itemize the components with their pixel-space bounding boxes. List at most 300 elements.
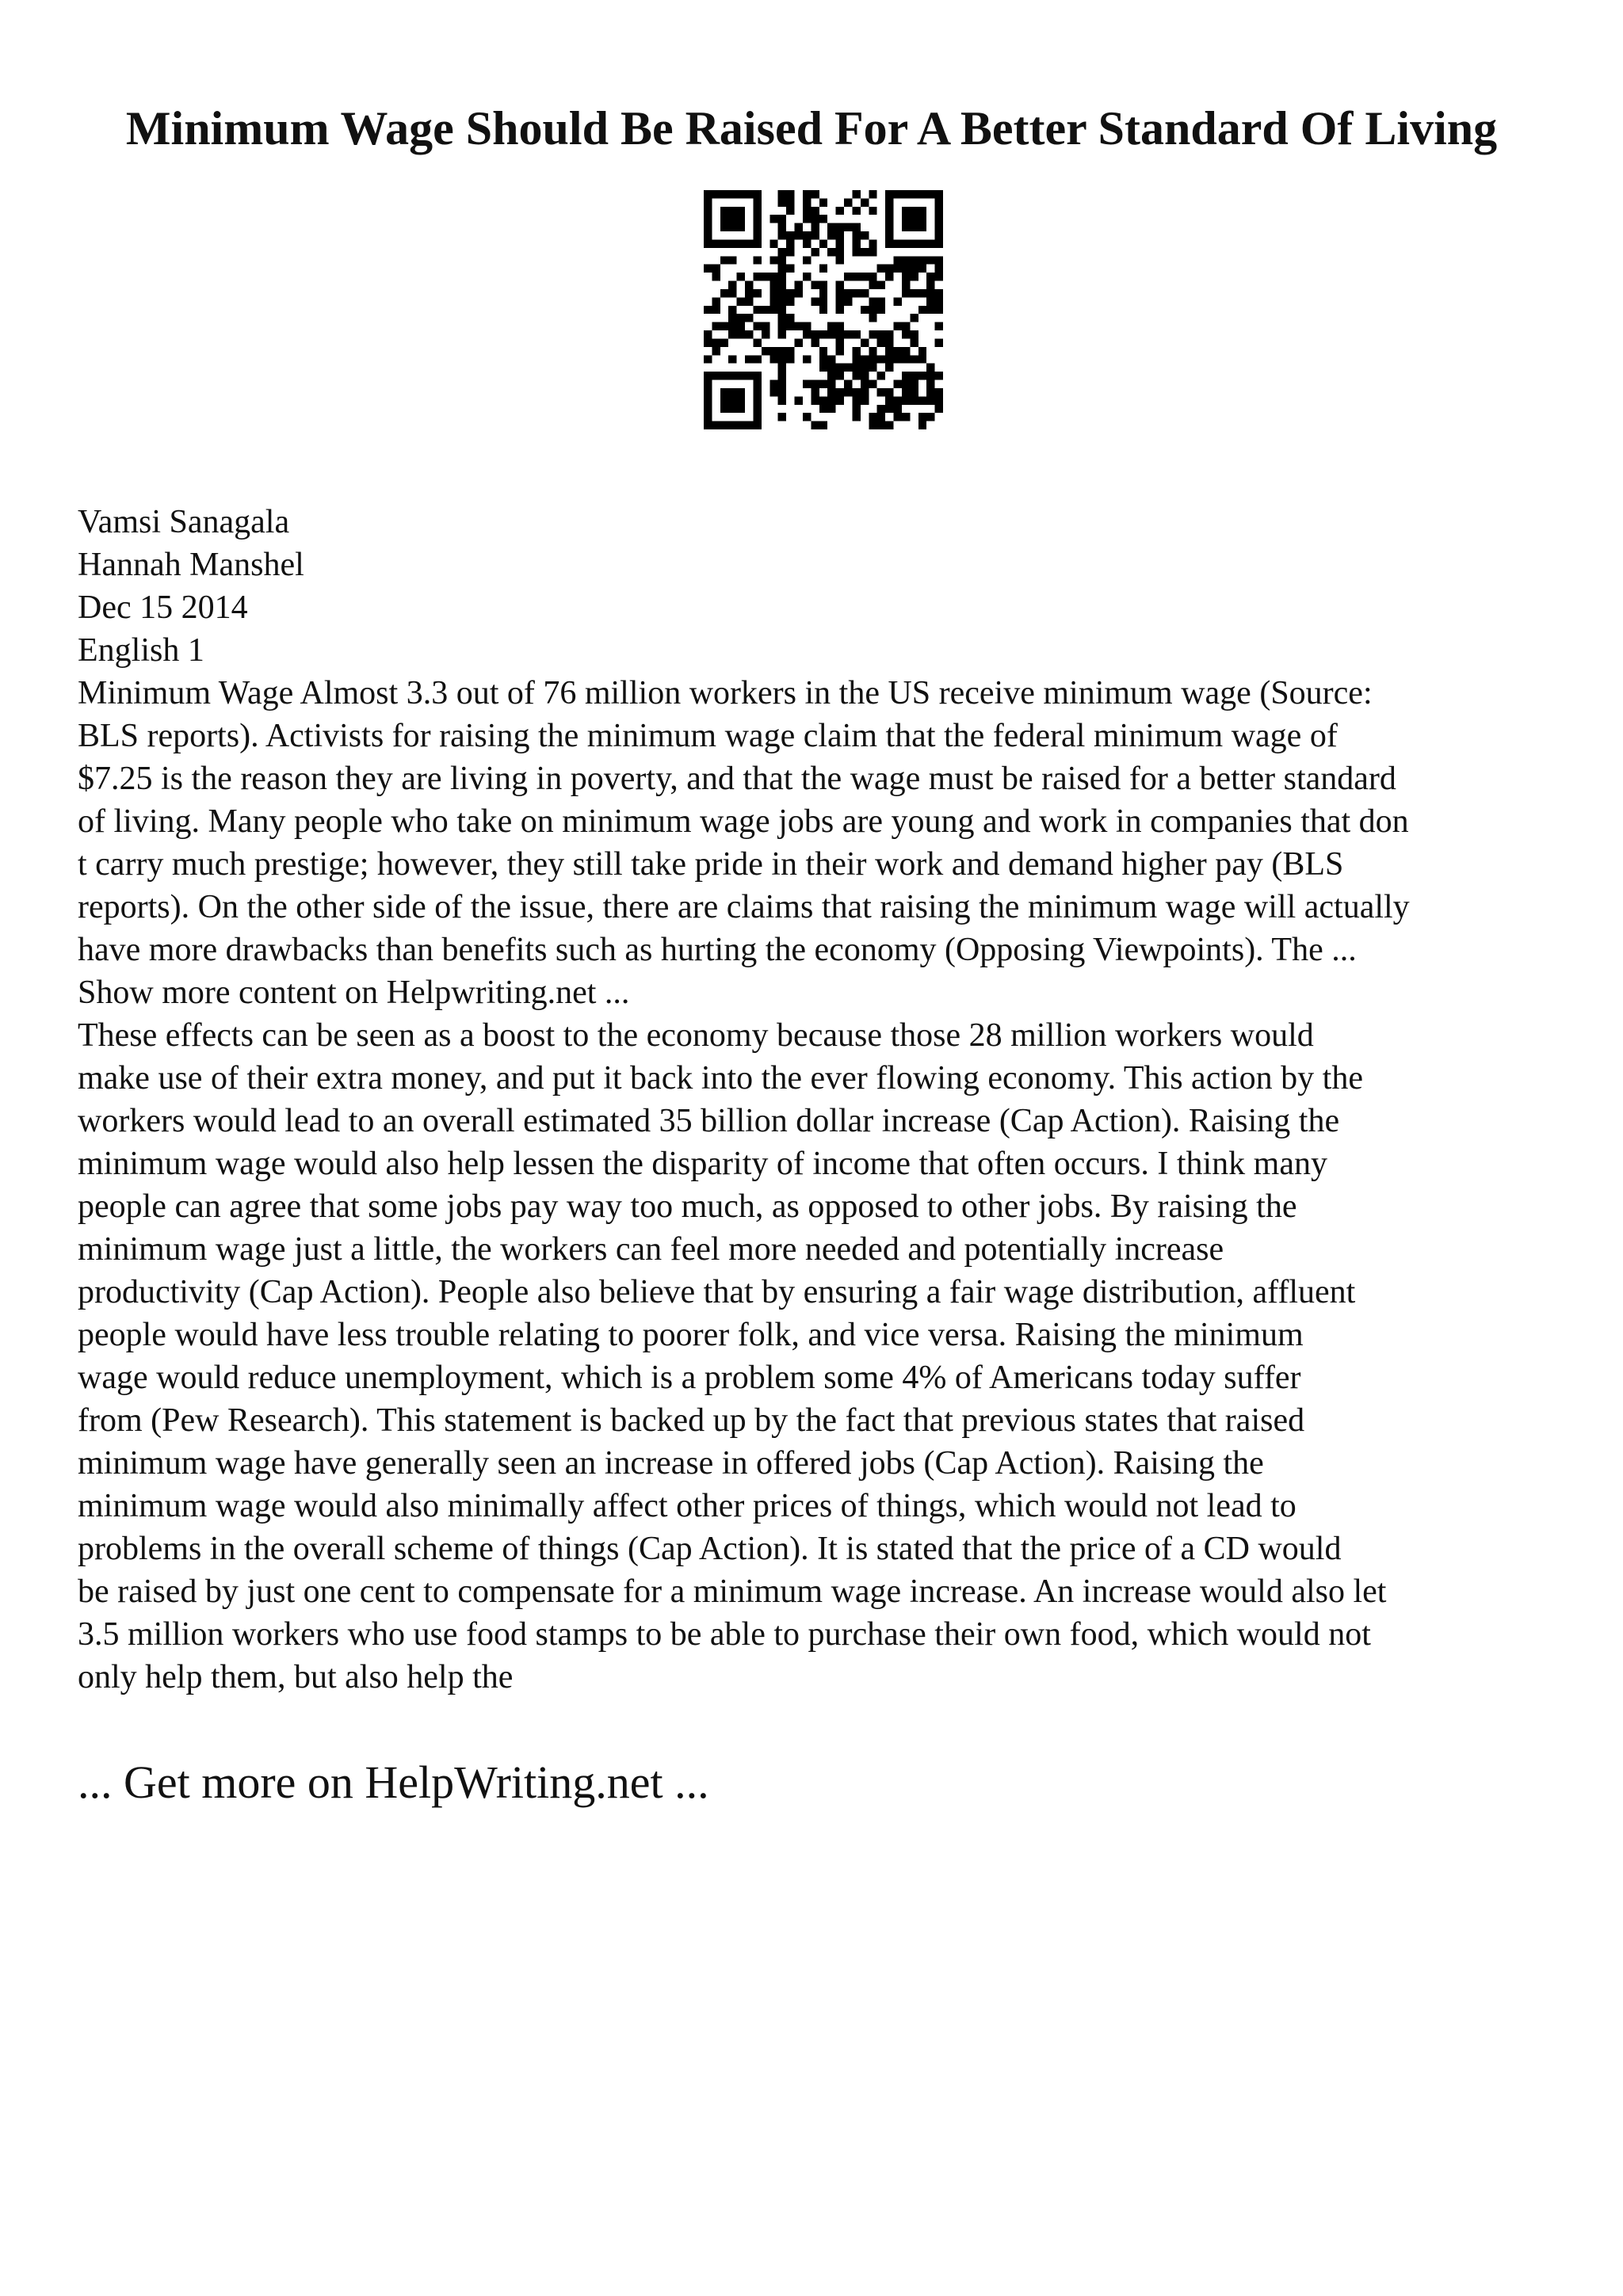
qr-module — [728, 207, 736, 215]
qr-module — [877, 355, 885, 363]
qr-module — [786, 239, 794, 247]
qr-module — [869, 273, 876, 280]
qr-module — [786, 231, 794, 239]
qr-module — [836, 248, 844, 256]
qr-module — [910, 190, 918, 198]
qr-module — [877, 338, 885, 346]
qr-module — [902, 239, 910, 247]
qr-module — [861, 338, 869, 346]
qr-module — [745, 355, 753, 363]
qr-module — [704, 421, 712, 429]
qr-module — [852, 223, 860, 231]
qr-module — [819, 297, 827, 305]
qr-module — [910, 215, 918, 223]
qr-module — [803, 330, 811, 338]
qr-module — [852, 372, 860, 379]
qr-module — [861, 198, 869, 206]
text-line: $7.25 is the reason they are living in poverty, and that the wage must be raised for a better standard — [78, 761, 1396, 797]
qr-module — [769, 388, 777, 396]
qr-module — [769, 355, 777, 363]
qr-module — [737, 223, 745, 231]
qr-module — [910, 239, 918, 247]
text-line: t carry much prestige; however, they still take pride in their work and demand higher pay (BLS — [78, 846, 1344, 883]
text-line: workers would lead to an overall estimated 35 billion dollar increase (Cap Action). Raising the — [78, 1103, 1340, 1139]
qr-module — [728, 239, 736, 247]
qr-module — [894, 239, 902, 247]
paragraph-intro — [78, 672, 1568, 971]
qr-module — [819, 421, 827, 429]
qr-module — [926, 297, 934, 305]
qr-module — [704, 265, 712, 273]
qr-module — [720, 190, 728, 198]
qr-module — [902, 388, 910, 396]
qr-module — [769, 281, 777, 289]
text-line: BLS reports). Activists for raising the minimum wage claim that the federal minimum wage of — [78, 718, 1338, 754]
qr-module — [704, 338, 712, 346]
qr-module — [712, 338, 720, 346]
qr-module — [769, 215, 777, 223]
qr-module — [795, 223, 803, 231]
qr-module — [877, 421, 885, 429]
qr-module — [737, 372, 745, 379]
qr-module — [935, 198, 943, 206]
qr-module — [778, 322, 786, 330]
qr-module — [786, 207, 794, 215]
qr-module — [737, 421, 745, 429]
qr-module — [861, 248, 869, 256]
qr-module — [827, 372, 835, 379]
text-line: These effects can be seen as a boost to the economy because those 28 million workers would — [78, 1017, 1314, 1054]
qr-module — [935, 190, 943, 198]
qr-module — [877, 372, 885, 379]
qr-module — [753, 289, 761, 297]
qr-module — [902, 265, 910, 273]
qr-module — [852, 231, 860, 239]
qr-module — [827, 355, 835, 363]
qr-module — [778, 396, 786, 404]
qr-module — [778, 314, 786, 322]
qr-module — [795, 322, 803, 330]
qr-module — [720, 338, 728, 346]
qr-module — [918, 265, 926, 273]
qr-module — [704, 396, 712, 404]
qr-module — [778, 223, 786, 231]
qr-module — [861, 364, 869, 372]
qr-module — [877, 388, 885, 396]
qr-module — [935, 322, 943, 330]
qr-module — [811, 380, 819, 388]
qr-module — [728, 223, 736, 231]
text-line: productivity (Cap Action). People also believe that by ensuring a fair wage distribution, affluent — [78, 1274, 1356, 1310]
qr-module — [910, 314, 918, 322]
qr-module — [869, 380, 876, 388]
qr-module — [704, 215, 712, 223]
qr-module — [910, 355, 918, 363]
qr-module — [844, 223, 852, 231]
qr-module — [753, 273, 761, 280]
text-line: reports). On the other side of the issue, there are claims that raising the minimum wage will actually — [78, 889, 1410, 925]
qr-module — [704, 330, 712, 338]
qr-module — [819, 239, 827, 247]
qr-module — [918, 289, 926, 297]
qr-module — [918, 215, 926, 223]
qr-module — [918, 355, 926, 363]
qr-module — [836, 347, 844, 355]
qr-module — [786, 190, 794, 198]
qr-module — [712, 190, 720, 198]
qr-module — [926, 289, 934, 297]
qr-module — [753, 207, 761, 215]
qr-module — [753, 215, 761, 223]
qr-module — [737, 297, 745, 305]
qr-module — [753, 231, 761, 239]
qr-module — [861, 306, 869, 314]
qr-module — [819, 306, 827, 314]
qr-module — [902, 380, 910, 388]
qr-module — [728, 306, 736, 314]
qr-module — [786, 314, 794, 322]
qr-module — [728, 322, 736, 330]
qr-module — [935, 297, 943, 305]
qr-module — [877, 281, 885, 289]
qr-module — [844, 297, 852, 305]
qr-module — [803, 256, 811, 264]
qr-module — [885, 231, 893, 239]
qr-module — [935, 223, 943, 231]
qr-module — [737, 405, 745, 413]
qr-module — [836, 231, 844, 239]
qr-module — [902, 207, 910, 215]
qr-module — [861, 289, 869, 297]
text-line: people can agree that some jobs pay way too much, as opposed to other jobs. By raising the — [78, 1188, 1297, 1225]
qr-module — [778, 364, 786, 372]
qr-module — [902, 190, 910, 198]
qr-module — [819, 265, 827, 273]
qr-module — [778, 281, 786, 289]
qr-module — [803, 355, 811, 363]
qr-module — [852, 364, 860, 372]
qr-module — [852, 190, 860, 198]
qr-module — [894, 413, 902, 421]
qr-module — [745, 330, 753, 338]
qr-module — [836, 388, 844, 396]
qr-module — [894, 256, 902, 264]
qr-module — [745, 421, 753, 429]
qr-module — [778, 248, 786, 256]
qr-module — [902, 256, 910, 264]
qr-module — [811, 248, 819, 256]
qr-module — [712, 265, 720, 273]
qr-module — [827, 388, 835, 396]
qr-module — [869, 413, 876, 421]
qr-module — [885, 421, 893, 429]
essay-date: Dec 15 2014 — [78, 589, 248, 626]
qr-module — [902, 273, 910, 280]
qr-module — [869, 239, 876, 247]
course-name: English 1 — [78, 632, 204, 669]
qr-module — [762, 306, 769, 314]
qr-module — [803, 273, 811, 280]
get-more-link[interactable]: ... Get more on HelpWriting.net ... — [78, 1756, 709, 1808]
qr-module — [819, 396, 827, 404]
qr-module — [869, 207, 876, 215]
qr-module — [769, 239, 777, 247]
qr-module — [926, 372, 934, 379]
qr-module — [894, 297, 902, 305]
qr-module — [926, 364, 934, 372]
qr-module — [836, 306, 844, 314]
qr-module — [778, 273, 786, 280]
qr-module — [712, 322, 720, 330]
qr-module — [827, 330, 835, 338]
qr-module — [836, 223, 844, 231]
qr-module — [827, 364, 835, 372]
qr-module — [803, 413, 811, 421]
qr-module — [778, 297, 786, 305]
text-line: minimum wage would also minimally affect other prices of things, which would not lead to — [78, 1488, 1296, 1524]
qr-module — [861, 231, 869, 239]
header-block — [78, 501, 1568, 672]
qr-module — [786, 347, 794, 355]
qr-module — [935, 405, 943, 413]
qr-module — [795, 289, 803, 297]
qr-module — [935, 273, 943, 280]
text-line: problems in the overall scheme of things (Cap Action). It is stated that the price of a CD would — [78, 1531, 1342, 1567]
qr-module — [745, 372, 753, 379]
qr-module — [926, 239, 934, 247]
qr-module — [720, 289, 728, 297]
qr-module — [803, 239, 811, 247]
qr-module — [753, 380, 761, 388]
qr-module — [885, 388, 893, 396]
qr-module — [852, 388, 860, 396]
qr-module — [728, 405, 736, 413]
qr-module — [753, 355, 761, 363]
qr-module — [894, 355, 902, 363]
qr-module — [786, 355, 794, 363]
qr-module — [811, 421, 819, 429]
qr-module — [926, 190, 934, 198]
qr-module — [745, 314, 753, 322]
qr-module — [836, 256, 844, 264]
qr-module — [769, 273, 777, 280]
qr-module — [778, 330, 786, 338]
qr-module — [861, 388, 869, 396]
qr-module — [811, 190, 819, 198]
qr-module — [869, 297, 876, 305]
qr-module — [836, 281, 844, 289]
qr-module — [902, 413, 910, 421]
qr-module — [737, 314, 745, 322]
qr-module — [869, 248, 876, 256]
qr-module — [704, 380, 712, 388]
text-line: 3.5 million workers who use food stamps to be able to purchase their own food, which would not — [78, 1616, 1371, 1653]
qr-module — [910, 273, 918, 280]
qr-module — [844, 198, 852, 206]
qr-module — [745, 239, 753, 247]
qr-module — [935, 289, 943, 297]
text-line: minimum wage have generally seen an increase in offered jobs (Cap Action). Raising the — [78, 1445, 1264, 1482]
qr-module — [704, 239, 712, 247]
qr-module — [811, 281, 819, 289]
qr-module — [786, 265, 794, 273]
qr-module — [926, 396, 934, 404]
qr-module — [885, 396, 893, 404]
qr-module — [819, 281, 827, 289]
qr-module — [902, 223, 910, 231]
qr-module — [844, 364, 852, 372]
qr-module — [844, 289, 852, 297]
qr-module — [704, 306, 712, 314]
qr-module — [803, 215, 811, 223]
qr-module — [720, 256, 728, 264]
qr-module — [894, 190, 902, 198]
qr-module — [753, 306, 761, 314]
qr-module — [894, 396, 902, 404]
qr-module — [836, 330, 844, 338]
qr-module — [894, 322, 902, 330]
qr-module — [769, 306, 777, 314]
qr-module — [852, 207, 860, 215]
qr-module — [786, 198, 794, 206]
qr-module — [852, 289, 860, 297]
qr-module — [704, 223, 712, 231]
qr-module — [918, 306, 926, 314]
qr-module — [852, 239, 860, 247]
qr-module — [778, 256, 786, 264]
qr-module — [720, 396, 728, 404]
qr-module — [728, 330, 736, 338]
qr-module — [844, 273, 852, 280]
qr-module — [728, 355, 736, 363]
text-line: from (Pew Research). This statement is backed up by the fact that previous states that raised — [78, 1402, 1305, 1439]
qr-module — [852, 413, 860, 421]
qr-module — [910, 207, 918, 215]
qr-module — [728, 314, 736, 322]
qr-module — [819, 364, 827, 372]
show-more-link[interactable]: Show more content on Helpwriting.net ... — [78, 974, 630, 1011]
qr-module — [753, 405, 761, 413]
qr-module — [869, 355, 876, 363]
qr-module — [894, 265, 902, 273]
qr-module — [885, 330, 893, 338]
qr-module — [861, 396, 869, 404]
author-name: Vamsi Sanagala — [78, 504, 290, 540]
qr-module — [778, 306, 786, 314]
qr-module — [811, 396, 819, 404]
qr-module — [894, 380, 902, 388]
text-line: only help them, but also help the — [78, 1659, 514, 1695]
text-line: people would have less trouble relating to poorer folk, and vice versa. Raising the minimum — [78, 1317, 1304, 1353]
qr-module — [803, 198, 811, 206]
qr-module — [827, 380, 835, 388]
qr-module — [844, 388, 852, 396]
qr-module — [778, 215, 786, 223]
qr-module — [704, 190, 712, 198]
qr-module — [720, 405, 728, 413]
qr-module — [737, 215, 745, 223]
qr-module — [894, 347, 902, 355]
qr-module — [836, 207, 844, 215]
qr-module — [885, 364, 893, 372]
qr-module — [753, 198, 761, 206]
qr-module — [827, 322, 835, 330]
qr-module — [786, 289, 794, 297]
qr-module — [885, 190, 893, 198]
qr-code-graphic — [704, 190, 943, 429]
qr-module — [926, 388, 934, 396]
qr-module — [786, 248, 794, 256]
qr-module — [795, 396, 803, 404]
qr-module — [935, 265, 943, 273]
qr-module — [762, 330, 769, 338]
qr-module — [902, 347, 910, 355]
qr-module — [769, 256, 777, 264]
qr-module — [935, 338, 943, 346]
qr-module — [753, 223, 761, 231]
qr-module — [753, 372, 761, 379]
qr-module — [737, 396, 745, 404]
qr-module — [852, 248, 860, 256]
qr-module — [819, 215, 827, 223]
qr-module — [827, 223, 835, 231]
qr-module — [935, 207, 943, 215]
qr-module — [819, 198, 827, 206]
qr-module — [745, 281, 753, 289]
qr-module — [712, 297, 720, 305]
text-line: wage would reduce unemployment, which is a problem some 4% of Americans today suffer — [78, 1360, 1301, 1396]
qr-module — [918, 190, 926, 198]
qr-module — [762, 273, 769, 280]
qr-module — [836, 289, 844, 297]
qr-module — [885, 223, 893, 231]
qr-module — [935, 256, 943, 264]
qr-module — [827, 396, 835, 404]
qr-module — [753, 388, 761, 396]
qr-module — [918, 413, 926, 421]
qr-module — [704, 388, 712, 396]
qr-module — [877, 330, 885, 338]
qr-module — [861, 355, 869, 363]
qr-module — [935, 231, 943, 239]
qr-module — [753, 396, 761, 404]
qr-module — [728, 215, 736, 223]
qr-module — [926, 413, 934, 421]
qr-module — [811, 207, 819, 215]
qr-module — [769, 289, 777, 297]
text-line: minimum wage would also help lessen the disparity of income that often occurs. I think many — [78, 1146, 1327, 1182]
qr-module — [704, 413, 712, 421]
qr-module — [712, 273, 720, 280]
qr-module — [869, 330, 876, 338]
qr-module — [728, 421, 736, 429]
qr-module — [935, 239, 943, 247]
qr-module — [778, 413, 786, 421]
qr-module — [728, 281, 736, 289]
qr-module — [778, 198, 786, 206]
qr-module — [811, 297, 819, 305]
qr-module — [803, 207, 811, 215]
qr-module — [852, 396, 860, 404]
qr-module — [918, 421, 926, 429]
qr-module — [803, 190, 811, 198]
text-line: have more drawbacks than benefits such as hurting the economy (Opposing Viewpoints). The ... — [78, 932, 1357, 968]
qr-module — [885, 347, 893, 355]
qr-module — [902, 396, 910, 404]
qr-module — [885, 355, 893, 363]
qr-module — [728, 190, 736, 198]
qr-module — [852, 405, 860, 413]
